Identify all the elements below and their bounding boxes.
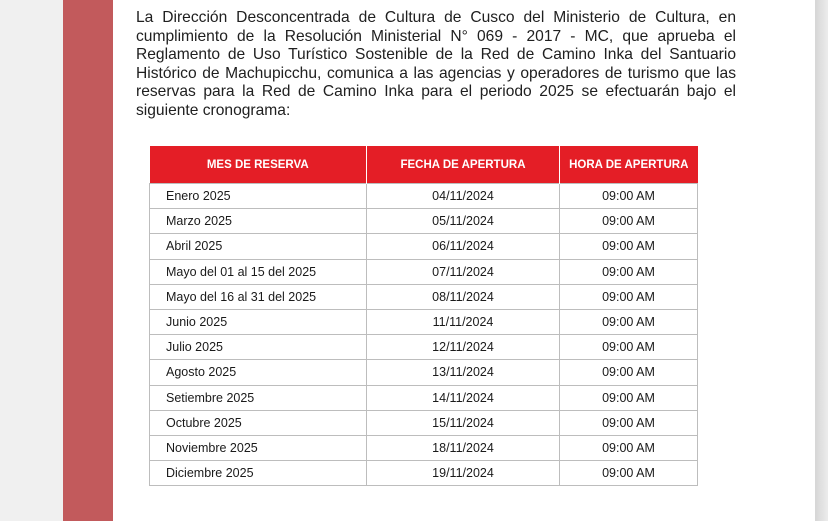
month-cell: Julio 2025	[150, 335, 367, 360]
month-cell: Enero 2025	[150, 184, 367, 209]
month-cell: Marzo 2025	[150, 209, 367, 234]
table-row	[150, 259, 698, 284]
table-header-row	[150, 146, 698, 184]
opening-date-cell: 06/11/2024	[367, 234, 560, 259]
opening-time-cell: 09:00 AM	[560, 385, 698, 410]
opening-time-cell: 09:00 AM	[560, 360, 698, 385]
opening-time-cell: 09:00 AM	[560, 284, 698, 309]
left-gutter	[0, 0, 63, 521]
month-cell: Octubre 2025	[150, 410, 367, 435]
notice-paragraph: La Dirección Desconcentrada de Cultura de Cusco del Ministerio de Cultura, en cumplimiento de la Resolución Ministerial N° 069 - 2017 - MC, que aprueba el Reglamento de Uso Turístico Sostenible de la Red de Camino Inka del Santuario Histórico de Machupicchu, comunica a las agencias y operadores de turismo que las reservas para la Red de Camino Inka para el periodo 2025 se efectuarán bajo el siguiente cronograma:	[136, 9, 736, 119]
table-row	[150, 410, 698, 435]
opening-date-cell: 12/11/2024	[367, 335, 560, 360]
opening-time-cell: 09:00 AM	[560, 259, 698, 284]
table-row	[150, 234, 698, 259]
opening-date-cell: 14/11/2024	[367, 385, 560, 410]
opening-time-cell: 09:00 AM	[560, 184, 698, 209]
opening-date-cell: 15/11/2024	[367, 410, 560, 435]
table-row	[150, 435, 698, 460]
table-row	[150, 461, 698, 486]
opening-time-cell: 09:00 AM	[560, 309, 698, 334]
table-row	[150, 209, 698, 234]
opening-time-cell: 09:00 AM	[560, 410, 698, 435]
month-cell: Setiembre 2025	[150, 385, 367, 410]
opening-date-cell: 19/11/2024	[367, 461, 560, 486]
header-opening-time: HORA DE APERTURA	[560, 146, 698, 184]
opening-time-cell: 09:00 AM	[560, 435, 698, 460]
header-opening-date: FECHA DE APERTURA	[367, 146, 560, 184]
opening-date-cell: 11/11/2024	[367, 309, 560, 334]
reservation-schedule-table	[149, 146, 698, 486]
table-row	[150, 309, 698, 334]
opening-date-cell: 05/11/2024	[367, 209, 560, 234]
month-cell: Mayo del 16 al 31 del 2025	[150, 284, 367, 309]
opening-date-cell: 08/11/2024	[367, 284, 560, 309]
opening-date-cell: 07/11/2024	[367, 259, 560, 284]
table-body	[150, 184, 698, 486]
month-cell: Junio 2025	[150, 309, 367, 334]
month-cell: Mayo del 01 al 15 del 2025	[150, 259, 367, 284]
opening-date-cell: 18/11/2024	[367, 435, 560, 460]
month-cell: Abril 2025	[150, 234, 367, 259]
decorative-red-band	[63, 0, 113, 521]
opening-date-cell: 04/11/2024	[367, 184, 560, 209]
table-row	[150, 335, 698, 360]
table-row	[150, 284, 698, 309]
table-row	[150, 184, 698, 209]
opening-time-cell: 09:00 AM	[560, 234, 698, 259]
table-row	[150, 360, 698, 385]
header-month: MES DE RESERVA	[150, 146, 367, 184]
opening-time-cell: 09:00 AM	[560, 461, 698, 486]
opening-time-cell: 09:00 AM	[560, 335, 698, 360]
month-cell: Diciembre 2025	[150, 461, 367, 486]
table-row	[150, 385, 698, 410]
opening-time-cell: 09:00 AM	[560, 209, 698, 234]
document-page	[113, 0, 815, 521]
page-edge-shadow	[815, 0, 828, 521]
month-cell: Agosto 2025	[150, 360, 367, 385]
opening-date-cell: 13/11/2024	[367, 360, 560, 385]
month-cell: Noviembre 2025	[150, 435, 367, 460]
